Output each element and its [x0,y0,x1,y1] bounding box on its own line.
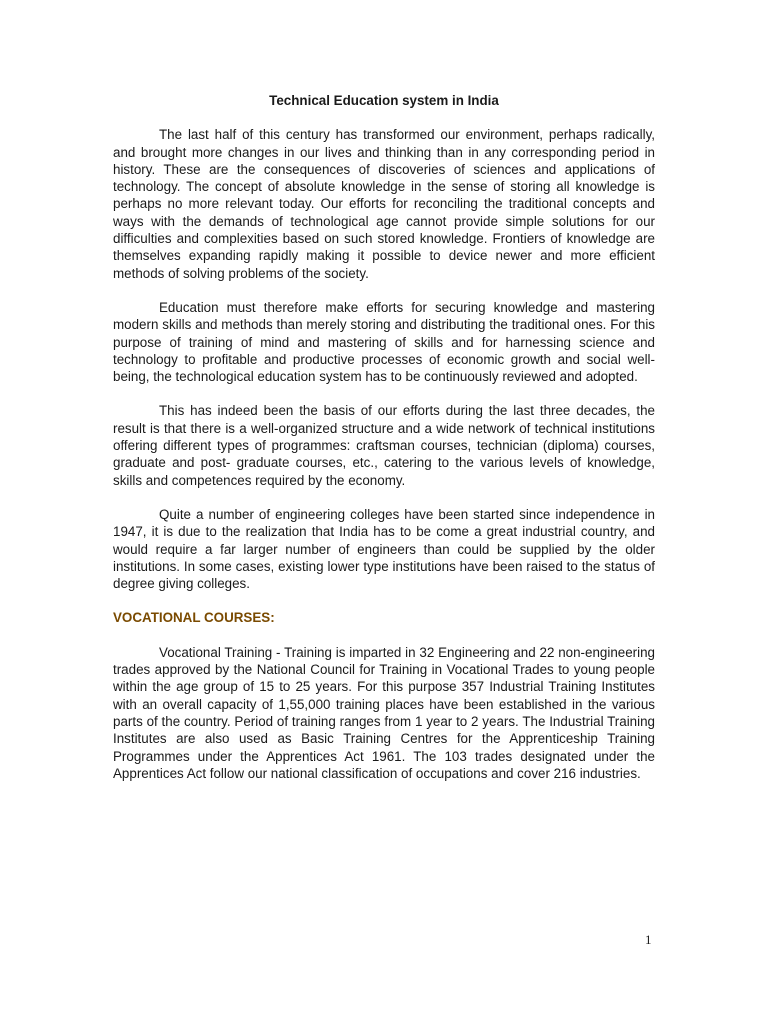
section-heading-vocational-courses: VOCATIONAL COURSES: [113,610,275,626]
paragraph-intro: The last half of this century has transformed our environment, perhaps radically, and brought more changes in our lives and thinking than in any corresponding period in history. These are the consequences of discoveries of sciences and applications of technology. The concept of absolute knowledge in the sense of storing all knowledge is perhaps no more relevant today. Our efforts for reconciling the traditional concepts and ways with the demands of technological age cannot provide simple solutions for our difficulties and complexities based on such stored knowledge. Frontiers of knowledge are themselves expanding rapidly making it possible to device newer and more efficient methods of solving problems of the society. [113,127,655,281]
document-body [113,92,655,799]
paragraph-education: Education must therefore make efforts for securing knowledge and mastering modern skills and methods than merely storing and distributing the traditional ones. For this purpose of training of mind and mastering of skills and for harnessing science and technology to profitable and productive processes of economic growth and social well-being, the technological education system has to be continuously reviewed and adopted. [113,299,655,385]
page-number: 1 [645,932,652,947]
paragraph-vocational-training: Vocational Training - Training is imparted in 32 Engineering and 22 non-engineering trades approved by the National Council for Training in Vocational Trades to young people within the age group of 15 to 25 years. For this purpose 357 Industrial Training Institutes with an overall capacity of 1,55,000 training places have been established in the various parts of the country. Period of training ranges from 1 year to 2 years. The Industrial Training Institutes are also used as Basic Training Centres for the Apprenticeship Training Programmes under the Apprentices Act 1961. The 103 trades designated under the Apprentices Act follow our national classification of occupations and cover 216 industries. [113,644,655,781]
paragraph-engineering-colleges: Quite a number of engineering colleges have been started since independence in 1947, it is due to the realization that India has to be come a great industrial country, and would require a far larger number of engineers than could be supplied by the older institutions. In some cases, existing lower type institutions have been raised to the status of degree giving colleges. [113,506,655,592]
document-title: Technical Education system in India [269,93,499,108]
paragraph-basis: This has indeed been the basis of our efforts during the last three decades, the result is that there is a well-organized structure and a wide network of technical institutions offering different types of programmes: craftsman courses, technician (diploma) courses, graduate and post- graduate courses, etc., catering to the various levels of knowledge, skills and competences required by the economy. [113,403,655,488]
